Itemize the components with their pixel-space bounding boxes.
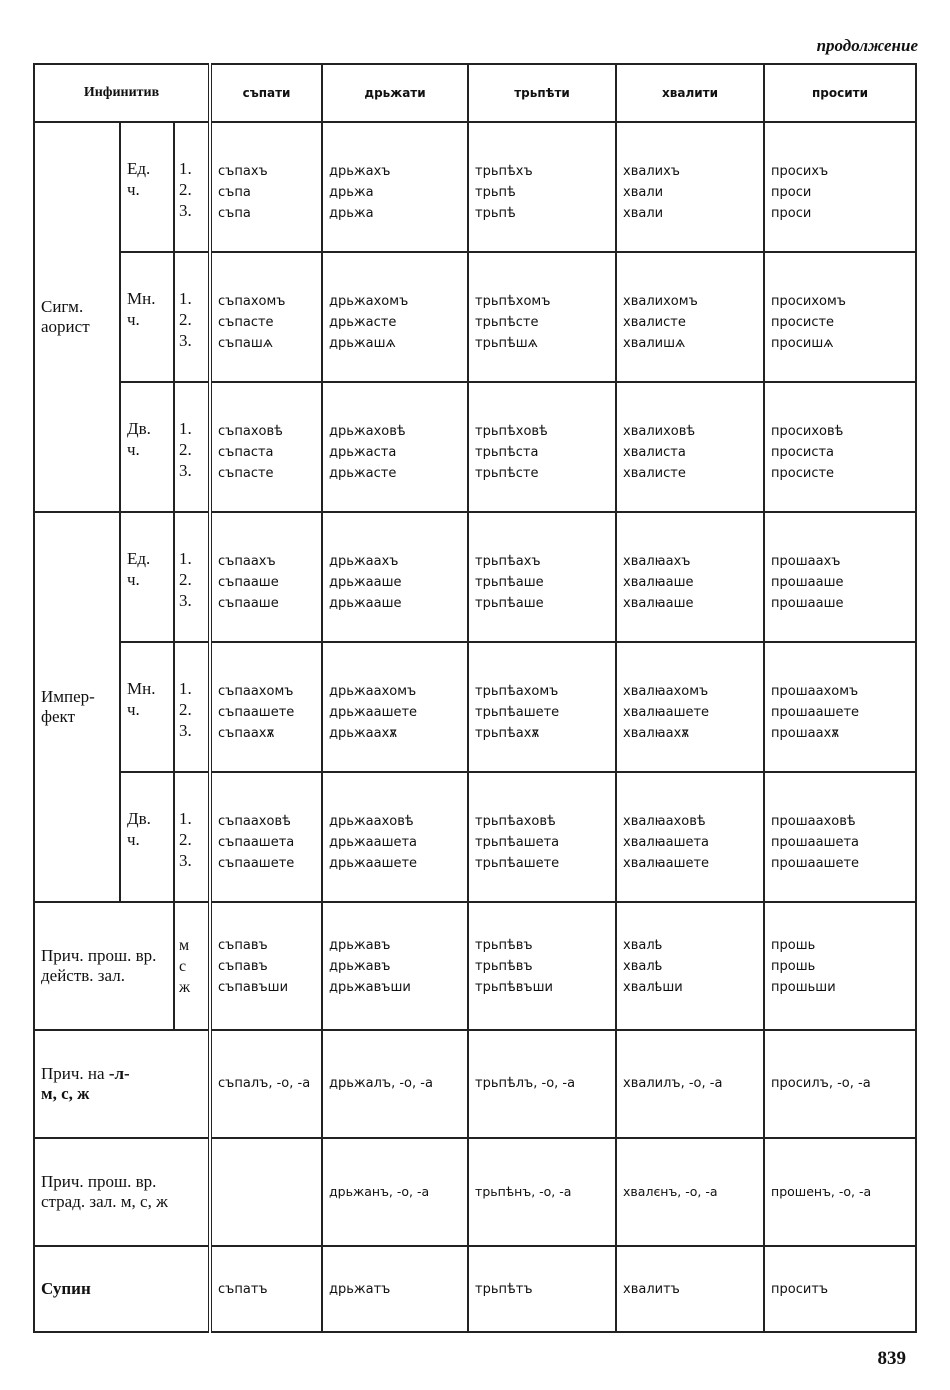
verb-form: дрьжасте [329, 315, 397, 330]
number-label: Мн. ч. [120, 642, 174, 772]
form-cell [210, 252, 322, 382]
verb-form: прошаашете [771, 705, 860, 720]
person-numbers [174, 122, 210, 252]
verb-form: хвалиста [623, 445, 686, 460]
verb-form: хвалишѧ [623, 336, 686, 351]
form-cell: дрьжатъ [322, 1246, 468, 1332]
form-cell [322, 772, 468, 902]
form-cell: хвалилъ, -о, -а [616, 1030, 764, 1138]
verb-form: хвалꙗашете [623, 705, 710, 720]
verb-form: съпавъ [218, 937, 268, 953]
verb-header: дрьжати [322, 64, 468, 122]
verb-form: съпаахъ [218, 554, 276, 569]
verb-form: просихъ [771, 164, 829, 179]
verb-form: съпавъ [218, 958, 268, 974]
verb-form: дрьжаахъ [329, 554, 399, 569]
person-number: 2. [179, 180, 192, 199]
form-cell [210, 772, 322, 902]
form-cell [764, 382, 916, 512]
verb-header: съпати [210, 64, 322, 122]
verb-form: трьпѣаше [475, 575, 544, 590]
form-cell [322, 252, 468, 382]
verb-form: хвалихомъ [623, 294, 698, 309]
table-row [34, 252, 916, 382]
verb-form: хвалꙗашете [623, 856, 710, 871]
verb-form: хвалҍ [623, 958, 663, 974]
verb-header: хвалити [616, 64, 764, 122]
number-label: Ед. ч. [120, 122, 174, 252]
verb-form: съпа [218, 185, 251, 200]
header-row [34, 64, 916, 122]
verb-form: дрьжавъши [329, 979, 411, 995]
form-cell [210, 382, 322, 512]
verb-form: прошаахѫ [771, 726, 840, 741]
verb-form: хвалиховѣ [623, 424, 696, 439]
verb-form: хвалҍши [623, 979, 683, 995]
person-number: 2. [179, 570, 192, 589]
verb-form: съпахомъ [218, 294, 286, 309]
verb-form: просихомъ [771, 294, 846, 309]
verb-form: трьпѣахомъ [475, 684, 559, 699]
verb-form: дрьжахомъ [329, 294, 409, 309]
verb-form: съпасте [218, 466, 274, 481]
form-cell: хвалитъ [616, 1246, 764, 1332]
person-number: 2. [179, 700, 192, 719]
verb-form: прошьши [771, 979, 836, 995]
verb-form: дрьжаашете [329, 705, 418, 720]
pap-label: Прич. прош. вр. действ. зал. [34, 902, 174, 1030]
verb-form: трьпѣшѧ [475, 336, 538, 351]
person-numbers [174, 252, 210, 382]
verb-form: трьпѣвъ [475, 937, 533, 953]
person-number: 3. [179, 851, 192, 870]
infinitive-label: Инфинитив [34, 64, 210, 122]
form-cell [468, 252, 616, 382]
verb-form: съпаахѫ [218, 726, 275, 741]
person-number: 3. [179, 591, 192, 610]
form-cell: дрьжалъ, -о, -а [322, 1030, 468, 1138]
table-row [34, 122, 916, 252]
verb-form: проси [771, 206, 812, 221]
l-participle-label [34, 1030, 210, 1138]
verb-form: съпаста [218, 445, 274, 460]
verb-form: трьпѣахъ [475, 554, 541, 569]
table-row [34, 1030, 916, 1138]
l-participle-label-line [41, 1064, 202, 1084]
verb-form: трьпѣвъши [475, 979, 553, 995]
verb-form: прошааховѣ [771, 814, 856, 829]
form-cell [616, 642, 764, 772]
number-label: Дв. ч. [120, 382, 174, 512]
verb-form: трьпѣвъ [475, 958, 533, 974]
verb-form: дрьжашѧ [329, 336, 396, 351]
form-cell [468, 642, 616, 772]
verb-form: дрьжа [329, 185, 374, 200]
person-number: 3. [179, 461, 192, 480]
form-cell [210, 642, 322, 772]
person-number: 3. [179, 721, 192, 740]
table-row [34, 1138, 916, 1246]
verb-form: прошь [771, 958, 816, 974]
form-cell [616, 902, 764, 1030]
verb-form: дрьжаашета [329, 835, 418, 850]
form-cell: прошенъ, -о, -а [764, 1138, 916, 1246]
ppp-label: Прич. прош. вр. страд. зал. м, с, ж [34, 1138, 210, 1246]
page-number: 839 [877, 1348, 906, 1369]
form-cell [322, 642, 468, 772]
gender-labels [174, 902, 210, 1030]
form-cell [616, 252, 764, 382]
table-row [34, 902, 916, 1030]
form-cell [322, 902, 468, 1030]
verb-form: съпа [218, 206, 251, 221]
verb-form: трьпѣсте [475, 315, 539, 330]
form-cell [616, 512, 764, 642]
verb-form: съпаахомъ [218, 684, 294, 699]
form-cell [468, 122, 616, 252]
verb-form: дрьжасте [329, 466, 397, 481]
person-number: 1. [179, 289, 192, 308]
verb-form: трьпѣхомъ [475, 294, 551, 309]
person-number: 1. [179, 679, 192, 698]
l-participle-genders: м, с, ж [41, 1084, 90, 1103]
form-cell: дрьжанъ, -о, -а [322, 1138, 468, 1246]
verb-form: прошаахъ [771, 554, 841, 569]
verb-form: съпааше [218, 596, 279, 611]
verb-form: съпавъши [218, 979, 289, 995]
verb-form: хвалꙗаховѣ [623, 814, 706, 829]
person-number: 1. [179, 159, 192, 178]
verb-form: хвалꙗаше [623, 575, 694, 590]
verb-form: съпахъ [218, 164, 268, 179]
form-cell [764, 252, 916, 382]
number-label: Мн. ч. [120, 252, 174, 382]
verb-form: дрьжавъ [329, 937, 391, 953]
verb-form: съпаашете [218, 705, 295, 720]
person-number: 2. [179, 440, 192, 459]
person-number: 3. [179, 201, 192, 220]
verb-form: съпашѧ [218, 336, 273, 351]
verb-form: съпааше [218, 575, 279, 590]
verb-form: съпаашете [218, 856, 295, 871]
verb-form: прошь [771, 937, 816, 953]
verb-form: проси [771, 185, 812, 200]
verb-form: съпаховѣ [218, 424, 283, 439]
form-cell: проситъ [764, 1246, 916, 1332]
form-cell [322, 382, 468, 512]
verb-form: просисте [771, 466, 835, 481]
form-cell [764, 122, 916, 252]
form-cell [210, 512, 322, 642]
verb-form: прошааше [771, 575, 844, 590]
verb-form: хвалꙗахъ [623, 554, 691, 569]
verb-form: хвалисте [623, 466, 686, 481]
person-numbers [174, 382, 210, 512]
verb-form: просишѧ [771, 336, 834, 351]
form-cell: съпалъ, -о, -а [210, 1030, 322, 1138]
verb-form: трьпѣста [475, 445, 539, 460]
form-cell [616, 122, 764, 252]
verb-form: съпаашета [218, 835, 295, 850]
form-cell [322, 512, 468, 642]
verb-form: хвалисте [623, 315, 686, 330]
verb-form: трьпѣховѣ [475, 424, 548, 439]
form-cell [764, 772, 916, 902]
verb-form: дрьжаашете [329, 856, 418, 871]
verb-form: прошаахомъ [771, 684, 859, 699]
verb-form: трьпѣ [475, 206, 516, 221]
verb-form: трьпѣашета [475, 835, 560, 850]
form-cell [468, 902, 616, 1030]
impf-label: Импер- фект [34, 512, 120, 902]
verb-form: трьпѣсте [475, 466, 539, 481]
verb-form: хвали [623, 185, 664, 200]
verb-form: просиста [771, 445, 835, 460]
table-row [34, 642, 916, 772]
table-row [34, 382, 916, 512]
form-cell: хвалєнъ, -о, -а [616, 1138, 764, 1246]
table-row [34, 772, 916, 902]
gender-label: м [179, 936, 190, 954]
supine-label: Супин [34, 1246, 210, 1332]
person-number: 1. [179, 549, 192, 568]
verb-form: хвалꙗахомъ [623, 684, 709, 699]
form-cell [764, 642, 916, 772]
gender-label: ж [179, 978, 191, 996]
verb-form: хвалҍ [623, 937, 663, 953]
number-label: Дв. ч. [120, 772, 174, 902]
verb-form: трьпѣашете [475, 705, 560, 720]
verb-form: хвалꙗаше [623, 596, 694, 611]
form-cell [210, 1138, 322, 1246]
form-cell [322, 122, 468, 252]
table-row [34, 1246, 916, 1332]
verb-form: дрьжаста [329, 445, 397, 460]
verb-form: прошааше [771, 596, 844, 611]
verb-form: дрьжааше [329, 596, 402, 611]
form-cell [764, 902, 916, 1030]
l-participle-label-main: Прич. на [41, 1064, 105, 1083]
verb-form: трьпѣаховѣ [475, 814, 556, 829]
form-cell: просилъ, -о, -а [764, 1030, 916, 1138]
verb-header: просити [764, 64, 916, 122]
person-number: 1. [179, 809, 192, 828]
verb-form: дрьжаховѣ [329, 424, 406, 439]
verb-header: трьпѣти [468, 64, 616, 122]
form-cell [468, 512, 616, 642]
form-cell [210, 122, 322, 252]
verb-form: хвалꙗахѫ [623, 726, 690, 741]
form-cell: трьпѣтъ [468, 1246, 616, 1332]
person-number: 3. [179, 331, 192, 350]
verb-form: дрьжавъ [329, 958, 391, 974]
verb-form: прошаашете [771, 856, 860, 871]
verb-form: съпасте [218, 315, 274, 330]
verb-form: дрьжааховѣ [329, 814, 414, 829]
verb-form: просисте [771, 315, 835, 330]
verb-form: трьпѣаше [475, 596, 544, 611]
verb-form: дрьжааше [329, 575, 402, 590]
person-number: 2. [179, 830, 192, 849]
verb-form: прошаашета [771, 835, 859, 850]
verb-form: дрьжаахѫ [329, 726, 398, 741]
number-label: Ед. ч. [120, 512, 174, 642]
form-cell [616, 382, 764, 512]
form-cell: трьпѣнъ, -о, -а [468, 1138, 616, 1246]
gender-label: с [179, 957, 187, 975]
person-numbers [174, 772, 210, 902]
person-number: 1. [179, 419, 192, 438]
verb-form: хвалꙗашета [623, 835, 710, 850]
sigm-label: Сигм. аорист [34, 122, 120, 512]
form-cell [468, 382, 616, 512]
verb-form: трьпѣахѫ [475, 726, 540, 741]
verb-form: хвалихъ [623, 164, 680, 179]
verb-form: дрьжа [329, 206, 374, 221]
person-numbers [174, 512, 210, 642]
verb-form: дрьжахъ [329, 164, 391, 179]
form-cell [468, 772, 616, 902]
continuation-label: продолжение [816, 36, 918, 55]
form-cell [210, 902, 322, 1030]
verb-form: хвали [623, 206, 664, 221]
person-numbers [174, 642, 210, 772]
form-cell: съпатъ [210, 1246, 322, 1332]
form-cell [616, 772, 764, 902]
table-row [34, 512, 916, 642]
person-number: 2. [179, 310, 192, 329]
form-cell: трьпѣлъ, -о, -а [468, 1030, 616, 1138]
l-participle-suffix: -л- [108, 1064, 130, 1083]
form-cell [764, 512, 916, 642]
verb-form: трьпѣхъ [475, 164, 533, 179]
verb-form: съпааховѣ [218, 814, 291, 829]
verb-form: дрьжаахомъ [329, 684, 417, 699]
verb-form: трьпѣашете [475, 856, 560, 871]
conjugation-table [33, 63, 917, 1333]
verb-form: трьпѣ [475, 185, 516, 200]
verb-form: просиховѣ [771, 424, 844, 439]
